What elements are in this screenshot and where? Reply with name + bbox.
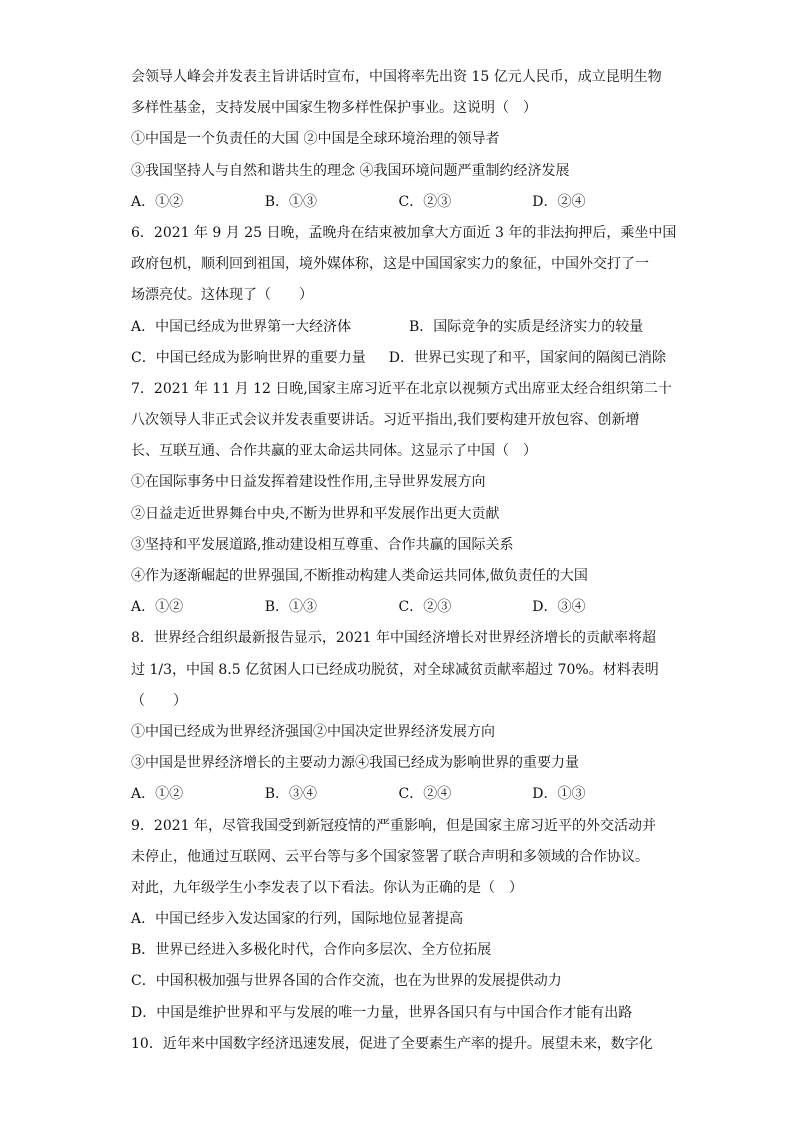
- q8-option-b[interactable]: B．③④: [264, 786, 318, 803]
- q6-line-1: 6．2021 年 9 月 25 日晚，孟晚舟在结束被加拿大方面近 3 年的非法拘押后，乘坐中国: [131, 224, 677, 241]
- q7-statement-1: ①在国际事务中日益发挥着建设性作用,主导世界发展方向: [131, 474, 486, 491]
- q7-option-c[interactable]: C．②③: [398, 599, 452, 616]
- q5-line-2: 多样性基金，支持发展中国家生物多样性保护事业。这说明（ ）: [131, 100, 537, 117]
- q8-option-a[interactable]: A．①②: [131, 786, 184, 803]
- q6-option-c[interactable]: C．中国已经成为影响世界的重要力量: [131, 349, 366, 366]
- q6-option-b[interactable]: B．国际竞争的实质是经济实力的较量: [409, 318, 644, 335]
- q6-options-cd: [131, 343, 666, 374]
- q8-option-c[interactable]: C．②④: [398, 786, 452, 803]
- page-content: [131, 62, 677, 1060]
- q6-line-2: 政府包机，顺利回到祖国，境外媒体称，这是中国国家实力的象征，中国外交打了一: [131, 256, 649, 273]
- q7-option-b[interactable]: B．①③: [264, 599, 318, 616]
- q9-line-3: 对此，九年级学生小李发表了以下看法。你认为正确的是（ ）: [131, 879, 523, 896]
- q8-line-3: （ ）: [131, 692, 187, 709]
- q7-statement-4: ④作为逐渐崛起的世界强国,不断推动构建人类命运共同体,做负责任的大国: [131, 568, 588, 584]
- q5-line-1: 会领导人峰会并发表主旨讲话时宣布，中国将率先出资 15 亿元人民币，成立昆明生物: [131, 69, 662, 85]
- q9-option-d[interactable]: D．中国是维护世界和平与发展的唯一力量，世界各国只有与中国合作才能有出路: [131, 1004, 633, 1021]
- q5-statement-3-4: ③我国坚持人与自然和谐共生的理念 ④我国环境问题严重制约经济发展: [131, 162, 570, 179]
- q7-options: [131, 592, 666, 623]
- q8-line-1: 8．世界经合组织最新报告显示，2021 年中国经济增长对世界经济增长的贡献率将超: [131, 630, 656, 647]
- q8-statement-1-2: ①中国已经成为世界经济强国②中国决定世界经济发展方向: [131, 723, 495, 740]
- q10-line-1: 10．近年来中国数字经济迅速发展，促进了全要素生产率的提升。展望未来，数字化: [131, 1035, 653, 1052]
- q7-option-d[interactable]: D．③④: [532, 599, 586, 616]
- q9-line-2: 未停止，他通过互联网、云平台等与多个国家签署了联合声明和多领域的合作协议。: [131, 848, 649, 865]
- q9-line-1: 9．2021 年，尽管我国受到新冠疫情的严重影响，但是国家主席习近平的外交活动并: [131, 817, 656, 834]
- q5-statement-1-2: ①中国是一个负责任的大国 ②中国是全球环境治理的领导者: [131, 131, 500, 148]
- q8-options: [131, 779, 666, 810]
- q7-line-3: 长、互联互通、合作共赢的亚太命运共同体。这显示了中国（ ）: [131, 443, 537, 460]
- q5-option-a[interactable]: A．①②: [131, 193, 184, 210]
- q8-statement-3-4: ③中国是世界经济增长的主要动力源④我国已经成为影响世界的重要力量: [131, 755, 579, 772]
- q6-line-3: 场漂亮仗。这体现了（ ）: [131, 287, 313, 304]
- q6-option-d[interactable]: D．世界已实现了和平，国家间的隔阂已消除: [388, 349, 666, 366]
- q7-line-2: 八次领导人非正式会议并发表重要讲话。习近平指出,我们要构建开放包容、创新增: [131, 412, 640, 429]
- q9-option-a[interactable]: A．中国已经步入发达国家的行列，国际地位显著提高: [131, 911, 464, 928]
- q5-option-c[interactable]: C．②③: [398, 193, 452, 210]
- q6-option-a[interactable]: A．中国已经成为世界第一大经济体: [131, 318, 352, 335]
- q7-line-1: 7．2021 年 11 月 12 日晚,国家主席习近平在北京以视频方式出席亚太经合组织第二十: [131, 380, 672, 397]
- q7-option-a[interactable]: A．①②: [131, 599, 184, 616]
- q9-option-c[interactable]: C．中国积极加强与世界各国的合作交流，也在为世界的发展提供动力: [131, 973, 562, 990]
- q5-option-b[interactable]: B．①③: [264, 193, 318, 210]
- q7-statement-3: ③坚持和平发展道路,推动建设相互尊重、合作共赢的国际关系: [131, 536, 514, 553]
- q9-option-b[interactable]: B．世界已经进入多极化时代，合作向多层次、全方位拓展: [131, 942, 492, 959]
- q5-option-d[interactable]: D．②④: [532, 193, 586, 210]
- q5-options: [131, 187, 666, 218]
- q7-statement-2: ②日益走近世界舞台中央,不断为世界和平发展作出更大贡献: [131, 505, 500, 522]
- q8-option-d[interactable]: D．①③: [532, 786, 586, 803]
- q8-line-2: 过 1/3，中国 8.5 亿贫困人口已经成功脱贫，对全球减贫贡献率超过 70%。材料表明: [131, 661, 659, 678]
- q6-options-ab: [131, 312, 666, 343]
